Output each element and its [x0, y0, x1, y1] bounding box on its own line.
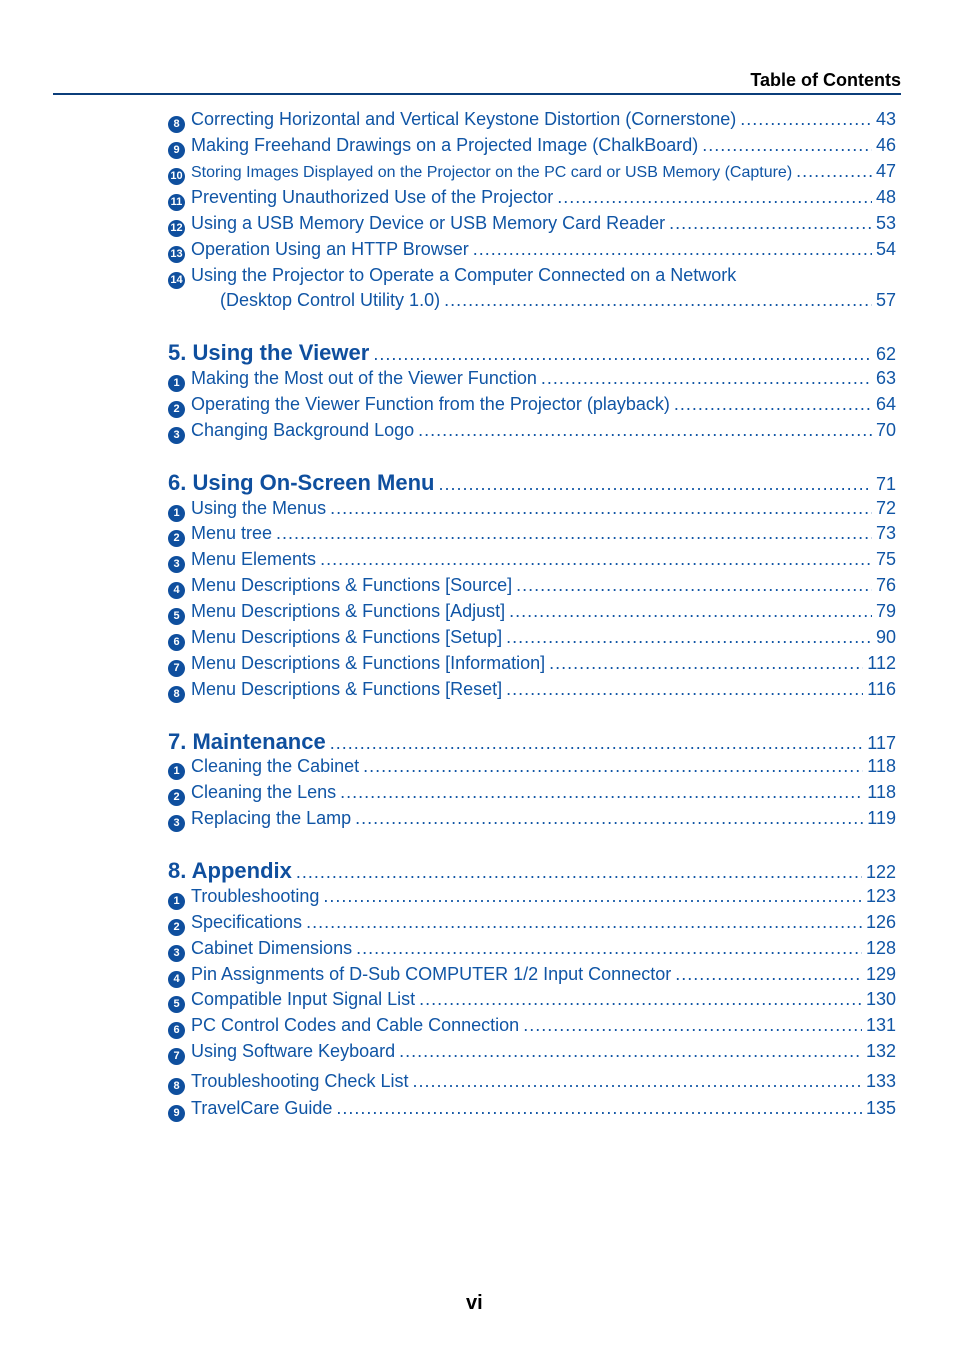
dot-leader	[330, 733, 864, 754]
dot-leader	[355, 808, 863, 829]
number-badge-icon: 12	[168, 220, 185, 237]
number-badge-icon: 14	[168, 272, 185, 289]
toc-entry[interactable]	[168, 265, 896, 289]
dot-leader	[418, 420, 872, 441]
entry-page-number: 70	[875, 420, 896, 440]
dot-leader	[509, 601, 872, 622]
number-badge-icon: 3	[168, 427, 185, 444]
number-badge-icon: 1	[168, 375, 185, 392]
toc-section-heading[interactable]	[168, 470, 896, 498]
number-badge-icon: 1	[168, 763, 185, 780]
dot-leader	[356, 938, 862, 959]
dot-leader	[557, 187, 872, 208]
number-badge-icon: 1	[168, 505, 185, 522]
entry-label: (Desktop Control Utility 1.0)	[220, 290, 441, 310]
toc-entry[interactable]	[168, 627, 896, 651]
toc-entry[interactable]	[168, 1041, 896, 1065]
entry-label: Replacing the Lamp	[191, 808, 352, 828]
dot-leader	[336, 1098, 862, 1119]
number-badge-icon: 6	[168, 634, 185, 651]
number-badge-icon: 8	[168, 1078, 185, 1095]
dot-leader	[412, 1071, 862, 1092]
number-badge-icon: 9	[168, 142, 185, 159]
dot-leader	[541, 368, 872, 389]
toc-entry[interactable]	[168, 912, 896, 936]
entry-page-number: 90	[875, 627, 896, 647]
entry-page-number: 129	[865, 964, 896, 984]
number-badge-icon: 5	[168, 996, 185, 1013]
toc-entry[interactable]	[168, 498, 896, 522]
dot-leader	[516, 575, 872, 596]
section-page-number: 71	[875, 474, 896, 494]
dot-leader	[549, 653, 863, 674]
number-badge-icon: 6	[168, 1022, 185, 1039]
number-badge-icon: 2	[168, 530, 185, 547]
toc-section-heading[interactable]	[168, 858, 896, 886]
entry-page-number: 123	[865, 886, 896, 906]
dot-leader	[473, 239, 872, 260]
toc-entry[interactable]	[168, 161, 896, 185]
entry-label: Changing Background Logo	[191, 420, 415, 440]
toc-entry[interactable]	[168, 213, 896, 237]
dot-leader	[276, 523, 872, 544]
toc-section-heading[interactable]	[168, 729, 896, 757]
dot-leader	[669, 213, 872, 234]
toc-entry[interactable]	[168, 420, 896, 444]
toc-entry[interactable]	[168, 239, 896, 263]
entry-label: TravelCare Guide	[191, 1098, 333, 1118]
dot-leader	[740, 109, 872, 130]
dot-leader	[330, 498, 872, 519]
entry-label: Menu Descriptions & Functions [Adjust]	[191, 601, 506, 621]
entry-label: Compatible Input Signal List	[191, 989, 416, 1009]
toc-entry[interactable]	[168, 756, 896, 780]
number-badge-icon: 3	[168, 945, 185, 962]
entry-label: Menu Descriptions & Functions [Setup]	[191, 627, 503, 647]
dot-leader	[399, 1041, 862, 1062]
entry-page-number: 63	[875, 368, 896, 388]
entry-page-number: 73	[875, 523, 896, 543]
dot-leader	[674, 394, 872, 415]
number-badge-icon: 3	[168, 556, 185, 573]
toc-entry[interactable]	[168, 135, 896, 159]
entry-page-number: 47	[875, 161, 896, 181]
number-badge-icon: 2	[168, 919, 185, 936]
dot-leader	[702, 135, 872, 156]
entry-page-number: 128	[865, 938, 896, 958]
entry-label: Storing Images Displayed on the Projector on the PC card or USB Memory (Capture)	[191, 164, 793, 181]
entry-page-number: 53	[875, 213, 896, 233]
toc-entry[interactable]	[168, 575, 896, 599]
entry-page-number: 119	[867, 808, 896, 828]
dot-leader	[796, 161, 872, 182]
toc-entry[interactable]	[168, 938, 896, 962]
dot-leader	[439, 474, 872, 495]
toc-entry[interactable]	[168, 187, 896, 211]
toc-entry[interactable]	[168, 964, 896, 988]
dot-leader	[373, 344, 872, 365]
toc-entry[interactable]	[168, 679, 896, 703]
entry-label: Correcting Horizontal and Vertical Keystone Distortion (Cornerstone)	[191, 109, 737, 129]
entry-label: Making the Most out of the Viewer Function	[191, 368, 537, 388]
number-badge-icon: 7	[168, 1048, 185, 1065]
toc-entry[interactable]	[168, 109, 896, 133]
dot-leader	[675, 964, 862, 985]
entry-page-number: 126	[865, 912, 896, 932]
entry-page-number: 72	[875, 498, 896, 518]
number-badge-icon: 4	[168, 582, 185, 599]
toc-entry[interactable]	[168, 394, 896, 418]
number-badge-icon: 5	[168, 608, 185, 625]
toc-entry[interactable]	[168, 653, 896, 677]
entry-label: Cleaning the Cabinet	[191, 756, 360, 776]
section-title: 7. Maintenance	[168, 729, 326, 754]
toc-entry[interactable]	[168, 886, 896, 910]
entry-page-number: 112	[867, 653, 896, 673]
number-badge-icon: 1	[168, 893, 185, 910]
section-page-number: 62	[875, 344, 896, 364]
number-badge-icon: 10	[168, 168, 185, 185]
entry-label: Pin Assignments of D-Sub COMPUTER 1/2 Input Connector	[191, 964, 672, 984]
number-badge-icon: 4	[168, 971, 185, 988]
dot-leader	[363, 756, 863, 777]
entry-page-number: 76	[875, 575, 896, 595]
number-badge-icon: 2	[168, 789, 185, 806]
entry-label: Specifications	[191, 912, 303, 932]
entry-label: Using the Menus	[191, 498, 327, 518]
entry-label: Cabinet Dimensions	[191, 938, 353, 958]
entry-label: Making Freehand Drawings on a Projected Image (ChalkBoard)	[191, 135, 699, 155]
entry-page-number: 132	[865, 1041, 896, 1061]
number-badge-icon: 2	[168, 401, 185, 418]
toc-section-heading[interactable]	[168, 340, 896, 368]
toc-entry[interactable]	[168, 523, 896, 547]
dot-leader	[419, 989, 862, 1010]
entry-label: PC Control Codes and Cable Connection	[191, 1015, 520, 1035]
entry-label: Menu Descriptions & Functions [Source]	[191, 575, 513, 595]
entry-page-number: 131	[865, 1015, 896, 1035]
number-badge-icon: 8	[168, 116, 185, 133]
dot-leader	[444, 290, 872, 311]
entry-label: Preventing Unauthorized Use of the Projector	[191, 187, 554, 207]
toc-entry[interactable]	[168, 368, 896, 392]
entry-label: Using Software Keyboard	[191, 1041, 396, 1061]
dot-leader	[296, 862, 862, 883]
page-number: vi	[466, 1292, 483, 1314]
header-divider	[53, 93, 901, 95]
toc-entry[interactable]	[168, 989, 896, 1013]
entry-label: Menu tree	[191, 523, 273, 543]
number-badge-icon: 7	[168, 660, 185, 677]
entry-label: Menu Descriptions & Functions [Reset]	[191, 679, 503, 699]
dot-leader	[306, 912, 862, 933]
entry-label: Troubleshooting	[191, 886, 320, 906]
entry-page-number: 118	[867, 782, 896, 802]
entry-page-number: 118	[867, 756, 896, 776]
number-badge-icon: 8	[168, 686, 185, 703]
number-badge-icon: 13	[168, 246, 185, 263]
entry-label: Using the Projector to Operate a Computer Connected on a Network	[191, 265, 737, 285]
entry-page-number: 135	[865, 1098, 896, 1118]
entry-page-number: 130	[865, 989, 896, 1009]
dot-leader	[320, 549, 872, 570]
page-header-title: Table of Contents	[750, 70, 901, 90]
toc-entry[interactable]	[168, 808, 896, 832]
toc-entry[interactable]	[168, 782, 896, 806]
entry-page-number: 133	[865, 1071, 896, 1091]
entry-page-number: 48	[875, 187, 896, 207]
section-page-number: 122	[865, 862, 896, 882]
dot-leader	[506, 627, 872, 648]
section-title: 6. Using On-Screen Menu	[168, 470, 435, 495]
entry-label: Menu Descriptions & Functions [Information]	[191, 653, 546, 673]
number-badge-icon: 3	[168, 815, 185, 832]
entry-page-number: 46	[875, 135, 896, 155]
entry-label: Troubleshooting Check List	[191, 1071, 409, 1091]
entry-page-number: 116	[867, 679, 896, 699]
entry-page-number: 64	[875, 394, 896, 414]
toc-entry[interactable]	[168, 1098, 896, 1122]
section-page-number: 117	[867, 733, 896, 753]
dot-leader	[506, 679, 863, 700]
entry-label: Operating the Viewer Function from the Projector (playback)	[191, 394, 670, 414]
toc-entry[interactable]	[168, 1015, 896, 1039]
toc-entry[interactable]	[168, 290, 896, 314]
number-badge-icon: 9	[168, 1105, 185, 1122]
entry-page-number: 75	[875, 549, 896, 569]
entry-page-number: 43	[875, 109, 896, 129]
number-badge-icon: 11	[168, 194, 185, 211]
entry-label: Cleaning the Lens	[191, 782, 337, 802]
dot-leader	[340, 782, 863, 803]
section-title: 5. Using the Viewer	[168, 340, 370, 365]
entry-page-number: 57	[875, 290, 896, 310]
entry-label: Using a USB Memory Device or USB Memory Card Reader	[191, 213, 666, 233]
dot-leader	[323, 886, 862, 907]
entry-label: Menu Elements	[191, 549, 317, 569]
entry-page-number: 79	[875, 601, 896, 621]
entry-label: Operation Using an HTTP Browser	[191, 239, 469, 259]
dot-leader	[523, 1015, 862, 1036]
toc-entry[interactable]	[168, 549, 896, 573]
toc-entry[interactable]	[168, 1071, 896, 1095]
entry-page-number: 54	[875, 239, 896, 259]
section-title: 8. Appendix	[168, 858, 292, 883]
toc-entry[interactable]	[168, 601, 896, 625]
